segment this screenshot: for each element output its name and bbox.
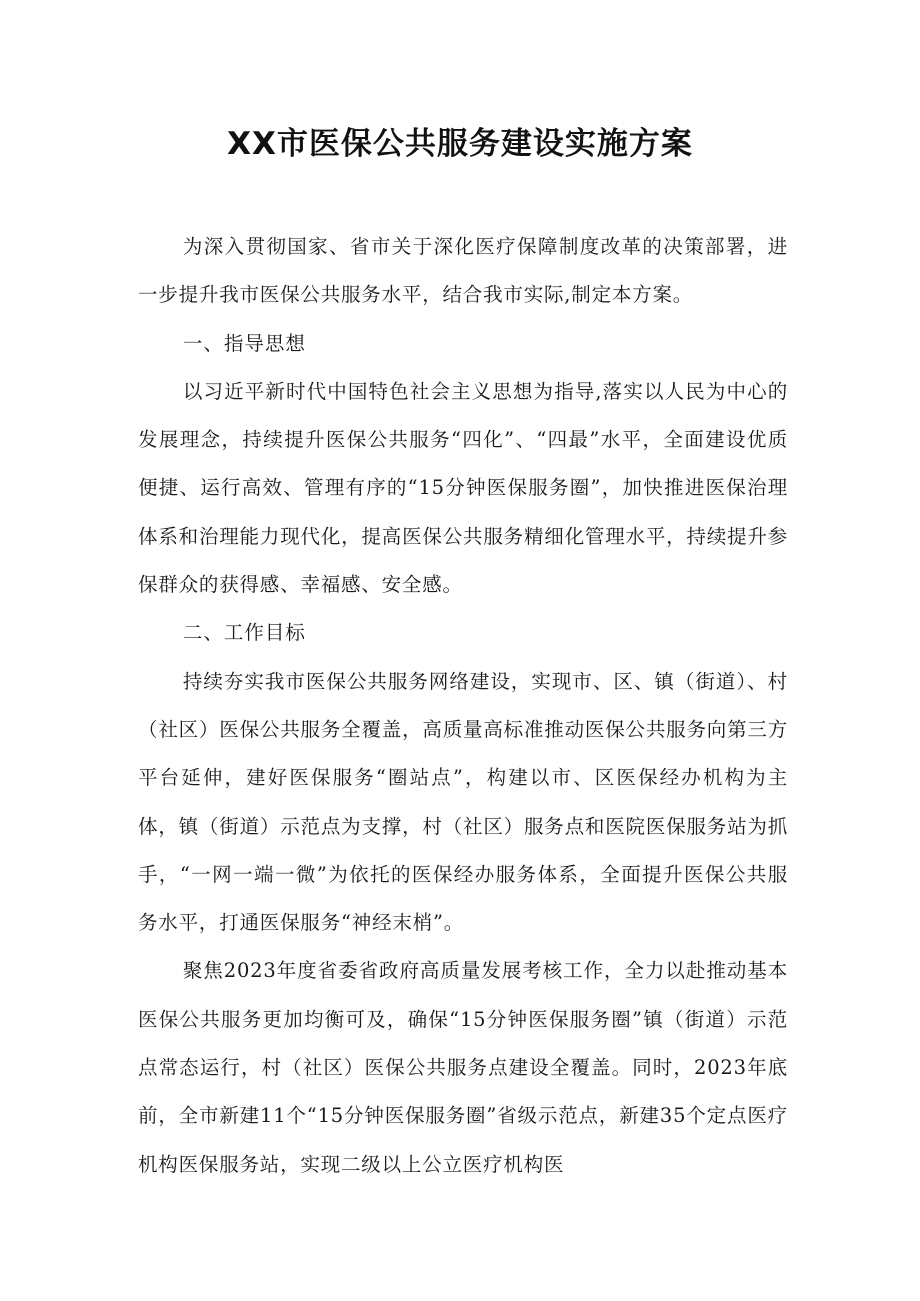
document-body	[138, 223, 788, 1189]
document-title: XX市医保公共服务建设实施方案	[227, 126, 693, 162]
work-goals-paragraph-2: 聚焦2023年度省委省政府高质量发展考核工作，全力以赴推动基本医保公共服务更加均衡可及，确保“15分钟医保服务圈”镇（街道）示范点常态运行，村（社区）医保公共服务点建设全覆盖。同时，2023年底前，全市新建11个“15分钟医保服务圈”省级示范点，新建35个定点医疗机构医保服务站，实现二级以上公立医疗机构医	[138, 959, 788, 1176]
guiding-ideology-paragraph: 以习近平新时代中国特色社会主义思想为指导,落实以人民为中心的发展理念，持续提升医保公共服务“四化”、“四最”水平，全面建设优质便捷、运行高效、管理有序的“15分钟医保服务圈”，加快推进医保治理体系和治理能力现代化，提高医保公共服务精细化管理水平，持续提升参保群众的获得感、幸福感、安全感。	[138, 379, 788, 597]
section-heading-work-goals: 二、工作目标	[182, 621, 306, 645]
work-goals-paragraph-1: 持续夯实我市医保公共服务网络建设，实现市、区、镇（街道）、村（社区）医保公共服务全覆盖，高质量高标准推动医保公共服务向第三方平台延伸，建好医保服务“圈站点”，构建以市、区医保经办机构为主体，镇（街道）示范点为支撑，村（社区）服务点和医院医保服务站为抓手，“一网一端一微”为依托的医保经办服务体系，全面提升医保公共服务水平，打通医保服务“神经末梢”。	[138, 669, 788, 935]
intro-paragraph: 为深入贯彻国家、省市关于深化医疗保障制度改革的决策部署，进一步提升我市医保公共服务水平，结合我市实际,制定本方案。	[138, 235, 788, 307]
section-heading-guiding-ideology: 一、指导思想	[182, 331, 306, 355]
